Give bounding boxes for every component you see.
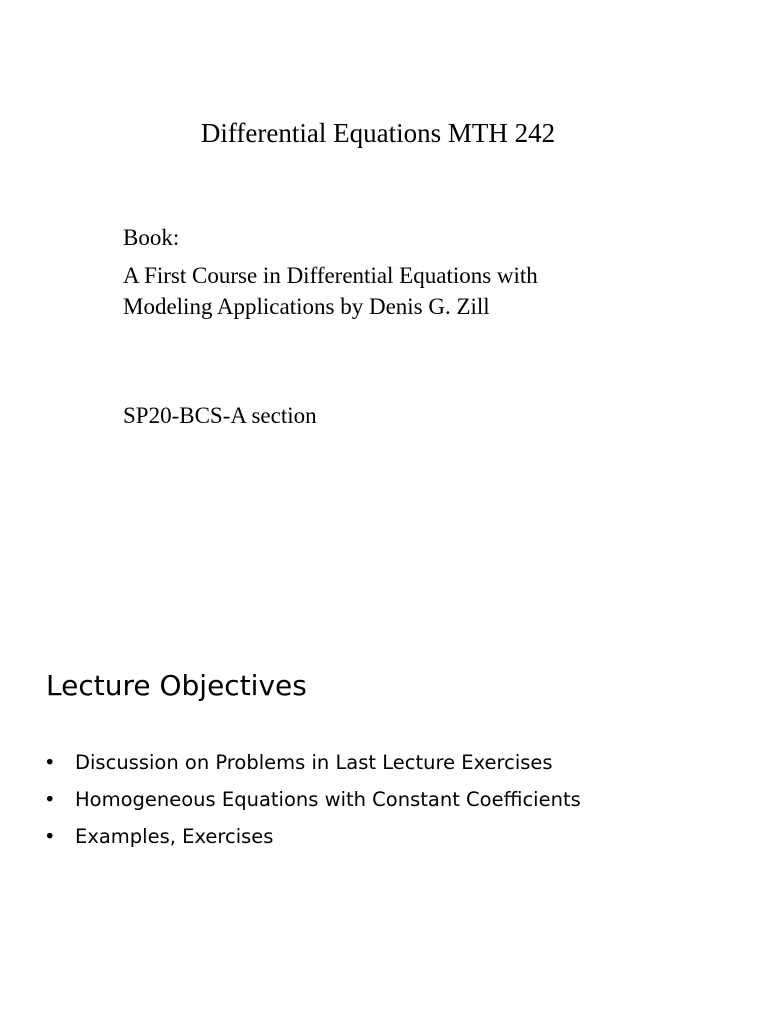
- list-item-text: Homogeneous Equations with Constant Coefficients: [75, 788, 581, 811]
- slide-lecture-objectives: [0, 512, 768, 1024]
- bullet-icon: •: [44, 825, 56, 848]
- book-title-line-1: A First Course in Differential Equations with: [123, 263, 538, 288]
- bullet-icon: •: [44, 788, 56, 811]
- list-item: [44, 781, 581, 818]
- book-title: [123, 260, 723, 322]
- book-info: [123, 224, 723, 322]
- book-title-line-2: Modeling Applications by Denis G. Zill: [123, 294, 490, 319]
- list-item-text: Examples, Exercises: [75, 825, 274, 848]
- list-item-text: Discussion on Problems in Last Lecture Exercises: [75, 751, 553, 774]
- bullet-icon: •: [44, 751, 56, 774]
- book-label: Book:: [123, 225, 180, 250]
- list-item: [44, 744, 581, 781]
- list-item: [44, 818, 581, 855]
- section-label: SP20-BCS-A section: [123, 403, 317, 428]
- objectives-title: Lecture Objectives: [46, 669, 307, 702]
- objectives-list: [44, 744, 581, 855]
- course-title: Differential Equations MTH 242: [200, 118, 556, 148]
